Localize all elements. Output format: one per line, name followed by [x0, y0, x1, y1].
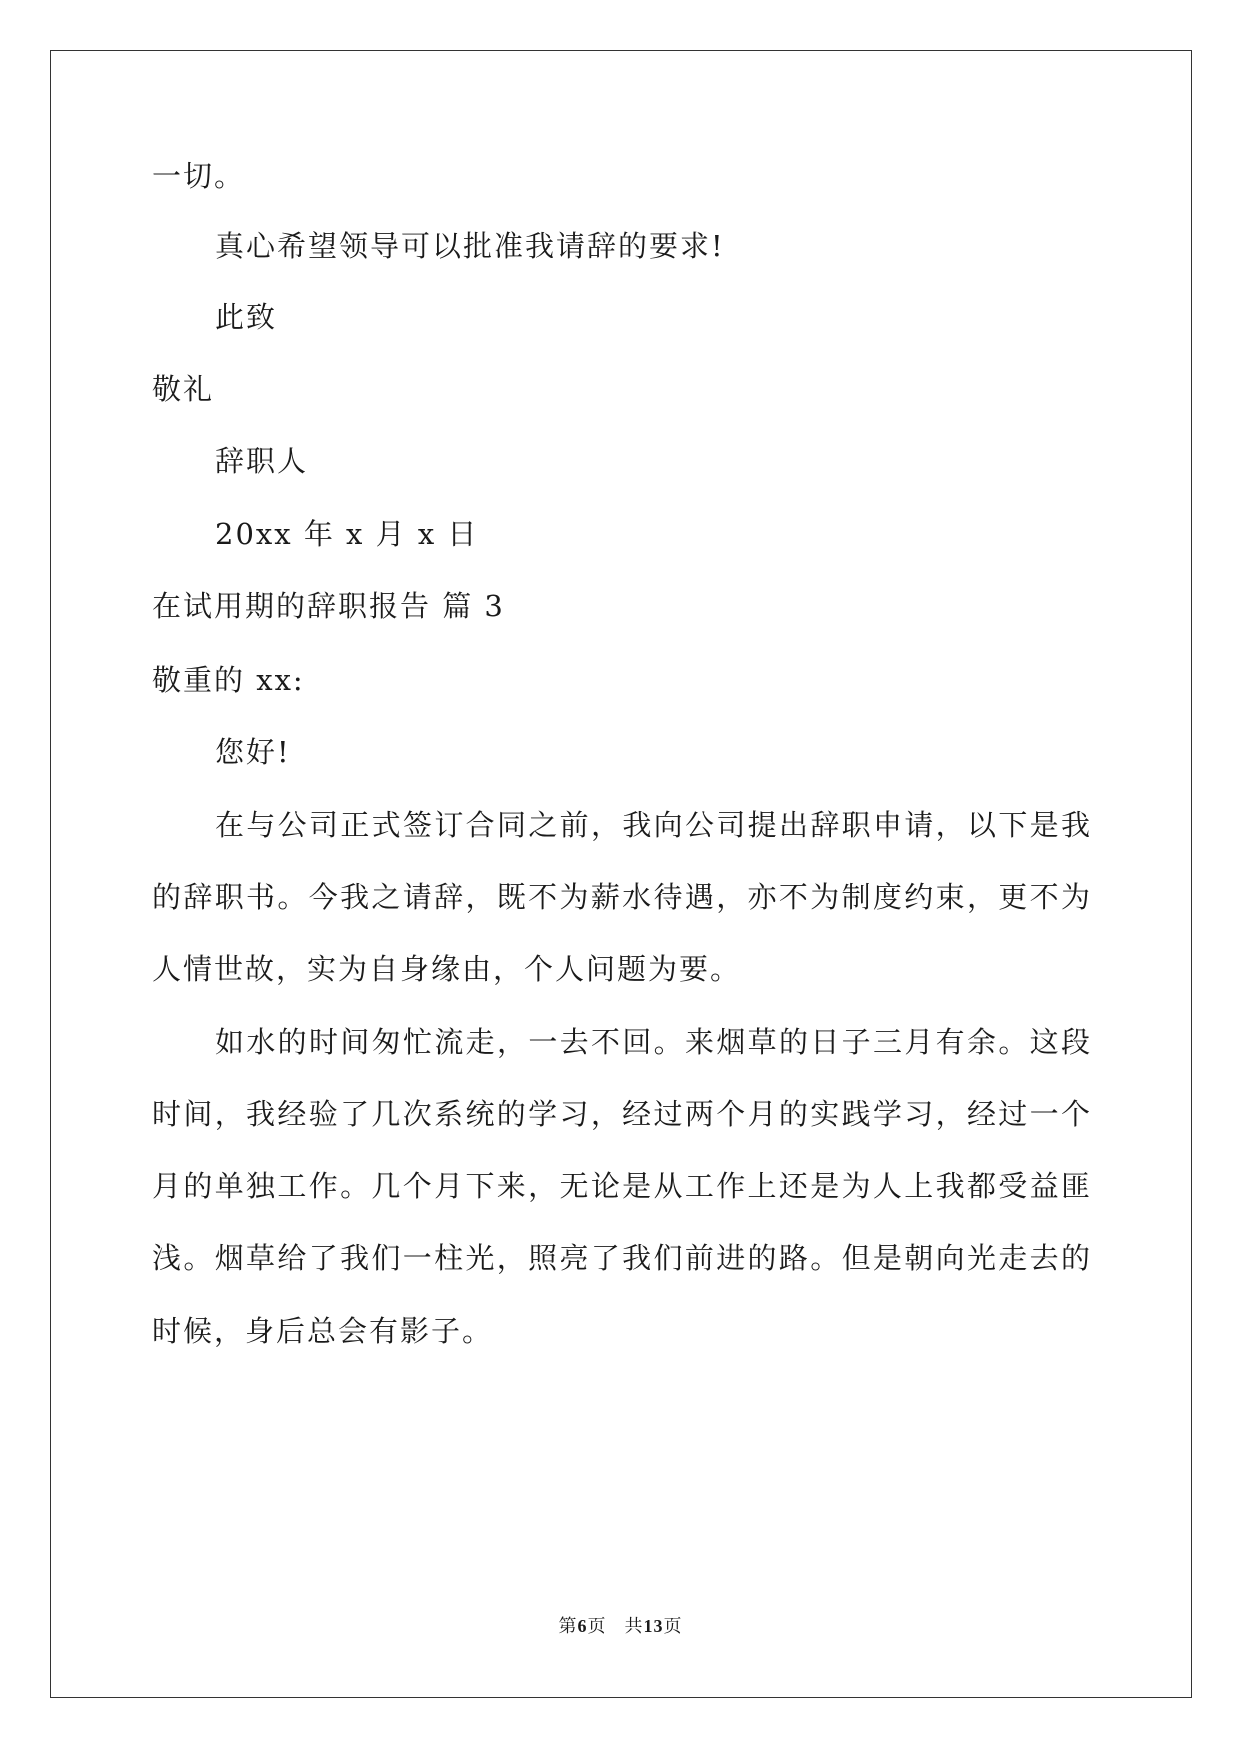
- footer-page-suffix: 页: [587, 1616, 607, 1637]
- footer-page-prefix: 第: [558, 1616, 578, 1637]
- date-line: 20xx 年 x 月 x 日: [215, 517, 479, 551]
- footer-total-suffix: 页: [663, 1616, 683, 1637]
- paragraph-line: 时间，我经验了几次系统的学习，经过两个月的实践学习，经过一个: [152, 1097, 1092, 1131]
- page-border: [50, 50, 1192, 1698]
- text-line: 一切。: [152, 159, 246, 193]
- paragraph-line: 时候，身后总会有影子。: [152, 1314, 494, 1348]
- paragraph-line: 的辞职书。今我之请辞，既不为薪水待遇，亦不为制度约束，更不为: [152, 880, 1092, 914]
- footer-total-prefix: 共: [624, 1616, 644, 1637]
- footer-page-number: 6: [577, 1616, 588, 1636]
- paragraph-line: 人情世故，实为自身缘由，个人问题为要。: [152, 952, 742, 986]
- paragraph-line: 如水的时间匆忙流走，一去不回。来烟草的日子三月有余。这段: [215, 1025, 1092, 1059]
- paragraph-line: 月的单独工作。几个月下来，无论是从工作上还是为人上我都受益匪: [152, 1169, 1092, 1203]
- signature-label: 辞职人: [215, 444, 309, 478]
- section-heading: 在试用期的辞职报告 篇 3: [152, 589, 505, 623]
- page-footer: [0, 1614, 1241, 1639]
- salutation-regards: 敬礼: [152, 372, 215, 406]
- paragraph-line: 浅。烟草给了我们一柱光，照亮了我们前进的路。但是朝向光走去的: [152, 1241, 1092, 1275]
- salutation-closing: 此致: [215, 300, 278, 334]
- text-line: 真心希望领导可以批准我请辞的要求!: [215, 229, 725, 263]
- footer-total-pages: 13: [643, 1616, 664, 1636]
- greeting-line: 您好!: [215, 735, 291, 769]
- paragraph-line: 在与公司正式签订合同之前，我向公司提出辞职申请，以下是我: [215, 808, 1092, 842]
- recipient-line: 敬重的 xx:: [152, 663, 305, 697]
